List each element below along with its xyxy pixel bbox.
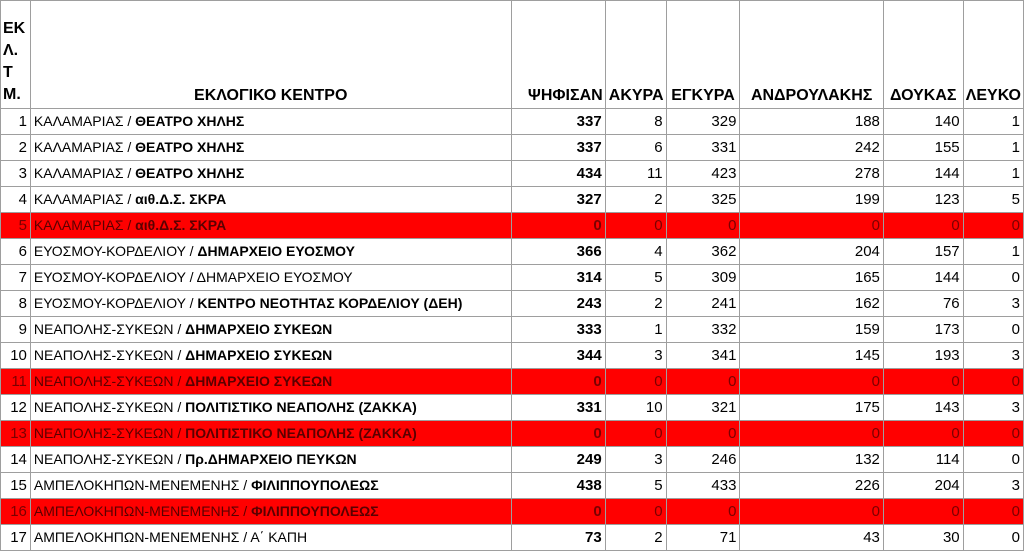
- table-row: [1, 473, 1024, 499]
- header-ek-line2: Λ.: [3, 42, 19, 59]
- cell-valid[interactable]: 0: [666, 369, 740, 395]
- cell-invalid[interactable]: 0: [605, 213, 666, 239]
- cell-doukas[interactable]: 173: [883, 317, 963, 343]
- cell-center[interactable]: [30, 525, 511, 551]
- municipality-label: ΑΜΠΕΛΟΚΗΠΩΝ-ΜΕΝΕΜΕΝΗΣ /: [33, 529, 251, 545]
- cell-androulakis[interactable]: 159: [740, 317, 883, 343]
- table-row: [1, 187, 1024, 213]
- header-ek[interactable]: [1, 1, 31, 109]
- municipality-label: ΕΥΟΣΜΟΥ-ΚΟΡΔΕΛΙΟΥ /: [33, 243, 198, 259]
- municipality-label: ΝΕΑΠΟΛΗΣ-ΣΥΚΕΩΝ /: [33, 399, 186, 415]
- table-row: [1, 369, 1024, 395]
- cell-androulakis[interactable]: 132: [740, 447, 883, 473]
- school-label: αιθ.Δ.Σ. ΣΚΡΑ: [135, 217, 227, 233]
- cell-center[interactable]: [30, 187, 511, 213]
- cell-voted[interactable]: 0: [511, 369, 605, 395]
- cell-number[interactable]: 15: [1, 473, 31, 499]
- cell-doukas[interactable]: 155: [883, 135, 963, 161]
- header-invalid[interactable]: ΑΚΥΡΑ: [605, 1, 666, 109]
- school-label: ΔΗΜΑΡΧΕΙΟ ΣΥΚΕΩΝ: [185, 347, 333, 363]
- cell-center[interactable]: [30, 213, 511, 239]
- cell-invalid[interactable]: 2: [605, 187, 666, 213]
- cell-valid[interactable]: 329: [666, 109, 740, 135]
- table-row: [1, 135, 1024, 161]
- cell-blank[interactable]: 3: [963, 473, 1023, 499]
- municipality-label: ΑΜΠΕΛΟΚΗΠΩΝ-ΜΕΝΕΜΕΝΗΣ /: [33, 477, 252, 493]
- cell-invalid[interactable]: 4: [605, 239, 666, 265]
- municipality-label: ΚΑΛΑΜΑΡΙΑΣ /: [33, 165, 136, 181]
- cell-voted[interactable]: 366: [511, 239, 605, 265]
- municipality-label: ΝΕΑΠΟΛΗΣ-ΣΥΚΕΩΝ /: [33, 425, 186, 441]
- table-row: [1, 343, 1024, 369]
- header-blank[interactable]: ΛΕΥΚΟ: [963, 1, 1023, 109]
- cell-doukas[interactable]: 0: [883, 421, 963, 447]
- cell-center[interactable]: [30, 291, 511, 317]
- school-label: ΦΙΛΙΠΠΟΥΠΟΛΕΩΣ: [251, 503, 379, 519]
- cell-center[interactable]: [30, 265, 511, 291]
- cell-voted[interactable]: 243: [511, 291, 605, 317]
- cell-valid[interactable]: 331: [666, 135, 740, 161]
- cell-androulakis[interactable]: 278: [740, 161, 883, 187]
- cell-doukas[interactable]: 157: [883, 239, 963, 265]
- cell-number[interactable]: 3: [1, 161, 31, 187]
- cell-voted[interactable]: 438: [511, 473, 605, 499]
- cell-doukas[interactable]: 30: [883, 525, 963, 551]
- cell-invalid[interactable]: 0: [605, 369, 666, 395]
- cell-androulakis[interactable]: 175: [740, 395, 883, 421]
- table-row: [1, 499, 1024, 525]
- cell-androulakis[interactable]: 226: [740, 473, 883, 499]
- cell-valid[interactable]: 246: [666, 447, 740, 473]
- cell-doukas[interactable]: 0: [883, 213, 963, 239]
- cell-valid[interactable]: 321: [666, 395, 740, 421]
- table-row: [1, 525, 1024, 551]
- cell-voted[interactable]: 337: [511, 109, 605, 135]
- cell-voted[interactable]: 0: [511, 499, 605, 525]
- cell-doukas[interactable]: 0: [883, 369, 963, 395]
- cell-valid[interactable]: 241: [666, 291, 740, 317]
- cell-center[interactable]: [30, 317, 511, 343]
- cell-blank[interactable]: 0: [963, 265, 1023, 291]
- cell-valid[interactable]: 309: [666, 265, 740, 291]
- cell-number[interactable]: 14: [1, 447, 31, 473]
- cell-number[interactable]: 11: [1, 369, 31, 395]
- header-ek-line4: Μ.: [3, 86, 21, 103]
- school-label: ΦΙΛΙΠΠΟΥΠΟΛΕΩΣ: [251, 477, 379, 493]
- cell-doukas[interactable]: 114: [883, 447, 963, 473]
- cell-blank[interactable]: 0: [963, 421, 1023, 447]
- cell-valid[interactable]: 325: [666, 187, 740, 213]
- cell-invalid[interactable]: 3: [605, 343, 666, 369]
- school-label: Πρ.ΔΗΜΑΡΧΕΙΟ ΠΕΥΚΩΝ: [185, 451, 357, 467]
- cell-blank[interactable]: 5: [963, 187, 1023, 213]
- municipality-label: ΚΑΛΑΜΑΡΙΑΣ /: [33, 139, 136, 155]
- table-row: [1, 213, 1024, 239]
- cell-number[interactable]: 17: [1, 525, 31, 551]
- cell-invalid[interactable]: 8: [605, 109, 666, 135]
- cell-blank[interactable]: 0: [963, 525, 1023, 551]
- school-label: ΠΟΛΙΤΙΣΤΙΚΟ ΝΕΑΠΟΛΗΣ (ΖΑΚΚΑ): [185, 399, 417, 415]
- municipality-label: ΕΥΟΣΜΟΥ-ΚΟΡΔΕΛΙΟΥ /: [33, 295, 198, 311]
- cell-androulakis[interactable]: 0: [740, 499, 883, 525]
- cell-doukas[interactable]: 193: [883, 343, 963, 369]
- cell-valid[interactable]: 0: [666, 499, 740, 525]
- cell-doukas[interactable]: 143: [883, 395, 963, 421]
- cell-voted[interactable]: 0: [511, 213, 605, 239]
- cell-center[interactable]: [30, 395, 511, 421]
- school-label: ΔΗΜΑΡΧΕΙΟ ΣΥΚΕΩΝ: [185, 373, 333, 389]
- cell-number[interactable]: 5: [1, 213, 31, 239]
- cell-androulakis[interactable]: 242: [740, 135, 883, 161]
- cell-invalid[interactable]: 2: [605, 525, 666, 551]
- cell-invalid[interactable]: 0: [605, 421, 666, 447]
- cell-invalid[interactable]: 6: [605, 135, 666, 161]
- cell-blank[interactable]: 1: [963, 239, 1023, 265]
- cell-blank[interactable]: 0: [963, 369, 1023, 395]
- table-row: [1, 421, 1024, 447]
- cell-center[interactable]: [30, 239, 511, 265]
- cell-doukas[interactable]: 123: [883, 187, 963, 213]
- cell-valid[interactable]: 0: [666, 213, 740, 239]
- cell-blank[interactable]: 1: [963, 109, 1023, 135]
- cell-voted[interactable]: 337: [511, 135, 605, 161]
- cell-doukas[interactable]: 0: [883, 499, 963, 525]
- cell-center[interactable]: [30, 473, 511, 499]
- municipality-label: ΚΑΛΑΜΑΡΙΑΣ /: [33, 191, 136, 207]
- cell-invalid[interactable]: 0: [605, 499, 666, 525]
- cell-valid[interactable]: 423: [666, 161, 740, 187]
- cell-doukas[interactable]: 76: [883, 291, 963, 317]
- cell-voted[interactable]: 331: [511, 395, 605, 421]
- cell-androulakis[interactable]: 162: [740, 291, 883, 317]
- municipality-label: ΝΕΑΠΟΛΗΣ-ΣΥΚΕΩΝ /: [33, 373, 186, 389]
- cell-androulakis[interactable]: 43: [740, 525, 883, 551]
- cell-androulakis[interactable]: 204: [740, 239, 883, 265]
- header-doukas[interactable]: ΔΟΥΚΑΣ: [883, 1, 963, 109]
- cell-number[interactable]: 6: [1, 239, 31, 265]
- cell-invalid[interactable]: 2: [605, 291, 666, 317]
- school-label: αιθ.Δ.Σ. ΣΚΡΑ: [135, 191, 227, 207]
- cell-doukas[interactable]: 204: [883, 473, 963, 499]
- school-label: ΘΕΑΤΡΟ ΧΗΛΗΣ: [135, 139, 245, 155]
- municipality-label: ΕΥΟΣΜΟΥ-ΚΟΡΔΕΛΙΟΥ /: [33, 269, 197, 285]
- table-row: [1, 161, 1024, 187]
- cell-voted[interactable]: 333: [511, 317, 605, 343]
- table-row: [1, 317, 1024, 343]
- cell-voted[interactable]: 327: [511, 187, 605, 213]
- school-label: ΚΕΝΤΡΟ ΝΕΟΤΗΤΑΣ ΚΟΡΔΕΛΙΟΥ (ΔΕΗ): [197, 295, 463, 311]
- header-androulakis[interactable]: ΑΝΔΡΟΥΛΑΚΗΣ: [740, 1, 883, 109]
- school-label: ΘΕΑΤΡΟ ΧΗΛΗΣ: [135, 165, 245, 181]
- cell-androulakis[interactable]: 188: [740, 109, 883, 135]
- cell-number[interactable]: 13: [1, 421, 31, 447]
- cell-voted[interactable]: 0: [511, 421, 605, 447]
- cell-blank[interactable]: 3: [963, 343, 1023, 369]
- municipality-label: ΚΑΛΑΜΑΡΙΑΣ /: [33, 217, 136, 233]
- cell-voted[interactable]: 249: [511, 447, 605, 473]
- cell-valid[interactable]: 332: [666, 317, 740, 343]
- cell-number[interactable]: 1: [1, 109, 31, 135]
- table-body: [1, 109, 1024, 551]
- cell-center[interactable]: [30, 421, 511, 447]
- table-row: [1, 265, 1024, 291]
- cell-center[interactable]: [30, 343, 511, 369]
- header-ek-line3: Τ: [3, 64, 13, 81]
- header-row: [1, 1, 1024, 109]
- table-row: [1, 109, 1024, 135]
- cell-number[interactable]: 16: [1, 499, 31, 525]
- cell-number[interactable]: 2: [1, 135, 31, 161]
- cell-number[interactable]: 10: [1, 343, 31, 369]
- municipality-label: ΝΕΑΠΟΛΗΣ-ΣΥΚΕΩΝ /: [33, 451, 186, 467]
- cell-center[interactable]: [30, 499, 511, 525]
- cell-voted[interactable]: 344: [511, 343, 605, 369]
- cell-blank[interactable]: 0: [963, 447, 1023, 473]
- cell-center[interactable]: [30, 447, 511, 473]
- cell-doukas[interactable]: 140: [883, 109, 963, 135]
- cell-number[interactable]: 8: [1, 291, 31, 317]
- cell-doukas[interactable]: 144: [883, 265, 963, 291]
- cell-androulakis[interactable]: 145: [740, 343, 883, 369]
- cell-androulakis[interactable]: 0: [740, 421, 883, 447]
- school-label: ΔΗΜΑΡΧΕΙΟ ΣΥΚΕΩΝ: [185, 321, 333, 337]
- cell-blank[interactable]: 1: [963, 135, 1023, 161]
- cell-invalid[interactable]: 5: [605, 265, 666, 291]
- cell-androulakis[interactable]: 199: [740, 187, 883, 213]
- school-label: ΔΗΜΑΡΧΕΙΟ ΕΥΟΣΜΟΥ: [197, 243, 355, 259]
- header-voted[interactable]: ΨΗΦΙΣΑΝ: [511, 1, 605, 109]
- table-row: [1, 239, 1024, 265]
- cell-doukas[interactable]: 144: [883, 161, 963, 187]
- cell-voted[interactable]: 314: [511, 265, 605, 291]
- cell-androulakis[interactable]: 0: [740, 213, 883, 239]
- municipality-label: ΑΜΠΕΛΟΚΗΠΩΝ-ΜΕΝΕΜΕΝΗΣ /: [33, 503, 252, 519]
- table-row: [1, 291, 1024, 317]
- cell-voted[interactable]: 73: [511, 525, 605, 551]
- cell-center[interactable]: [30, 369, 511, 395]
- cell-valid[interactable]: 362: [666, 239, 740, 265]
- municipality-label: ΝΕΑΠΟΛΗΣ-ΣΥΚΕΩΝ /: [33, 347, 186, 363]
- cell-invalid[interactable]: 11: [605, 161, 666, 187]
- header-valid[interactable]: ΕΓΚΥΡΑ: [666, 1, 740, 109]
- cell-valid[interactable]: 433: [666, 473, 740, 499]
- municipality-label: ΝΕΑΠΟΛΗΣ-ΣΥΚΕΩΝ /: [33, 321, 186, 337]
- table-row: [1, 395, 1024, 421]
- cell-number[interactable]: 7: [1, 265, 31, 291]
- cell-invalid[interactable]: 3: [605, 447, 666, 473]
- cell-number[interactable]: 9: [1, 317, 31, 343]
- school-label: ΔΗΜΑΡΧΕΙΟ ΕΥΟΣΜΟΥ: [196, 269, 353, 285]
- cell-androulakis[interactable]: 165: [740, 265, 883, 291]
- cell-center[interactable]: [30, 109, 511, 135]
- table-row: [1, 447, 1024, 473]
- cell-invalid[interactable]: 1: [605, 317, 666, 343]
- municipality-label: ΚΑΛΑΜΑΡΙΑΣ /: [33, 113, 136, 129]
- school-label: Α΄ ΚΑΠΗ: [250, 529, 308, 545]
- cell-blank[interactable]: 0: [963, 213, 1023, 239]
- cell-valid[interactable]: 0: [666, 421, 740, 447]
- header-center[interactable]: ΕΚΛΟΓΙΚΟ ΚΕΝΤΡΟ: [30, 1, 511, 109]
- cell-valid[interactable]: 341: [666, 343, 740, 369]
- cell-number[interactable]: 12: [1, 395, 31, 421]
- cell-center[interactable]: [30, 135, 511, 161]
- cell-blank[interactable]: 3: [963, 291, 1023, 317]
- cell-valid[interactable]: 71: [666, 525, 740, 551]
- cell-blank[interactable]: 1: [963, 161, 1023, 187]
- cell-voted[interactable]: 434: [511, 161, 605, 187]
- school-label: ΘΕΑΤΡΟ ΧΗΛΗΣ: [135, 113, 245, 129]
- cell-invalid[interactable]: 5: [605, 473, 666, 499]
- cell-androulakis[interactable]: 0: [740, 369, 883, 395]
- school-label: ΠΟΛΙΤΙΣΤΙΚΟ ΝΕΑΠΟΛΗΣ (ΖΑΚΚΑ): [185, 425, 417, 441]
- cell-center[interactable]: [30, 161, 511, 187]
- header-ek-line1: ΕΚ: [3, 20, 26, 37]
- cell-blank[interactable]: 0: [963, 499, 1023, 525]
- cell-blank[interactable]: 3: [963, 395, 1023, 421]
- cell-number[interactable]: 4: [1, 187, 31, 213]
- cell-invalid[interactable]: 10: [605, 395, 666, 421]
- cell-blank[interactable]: 0: [963, 317, 1023, 343]
